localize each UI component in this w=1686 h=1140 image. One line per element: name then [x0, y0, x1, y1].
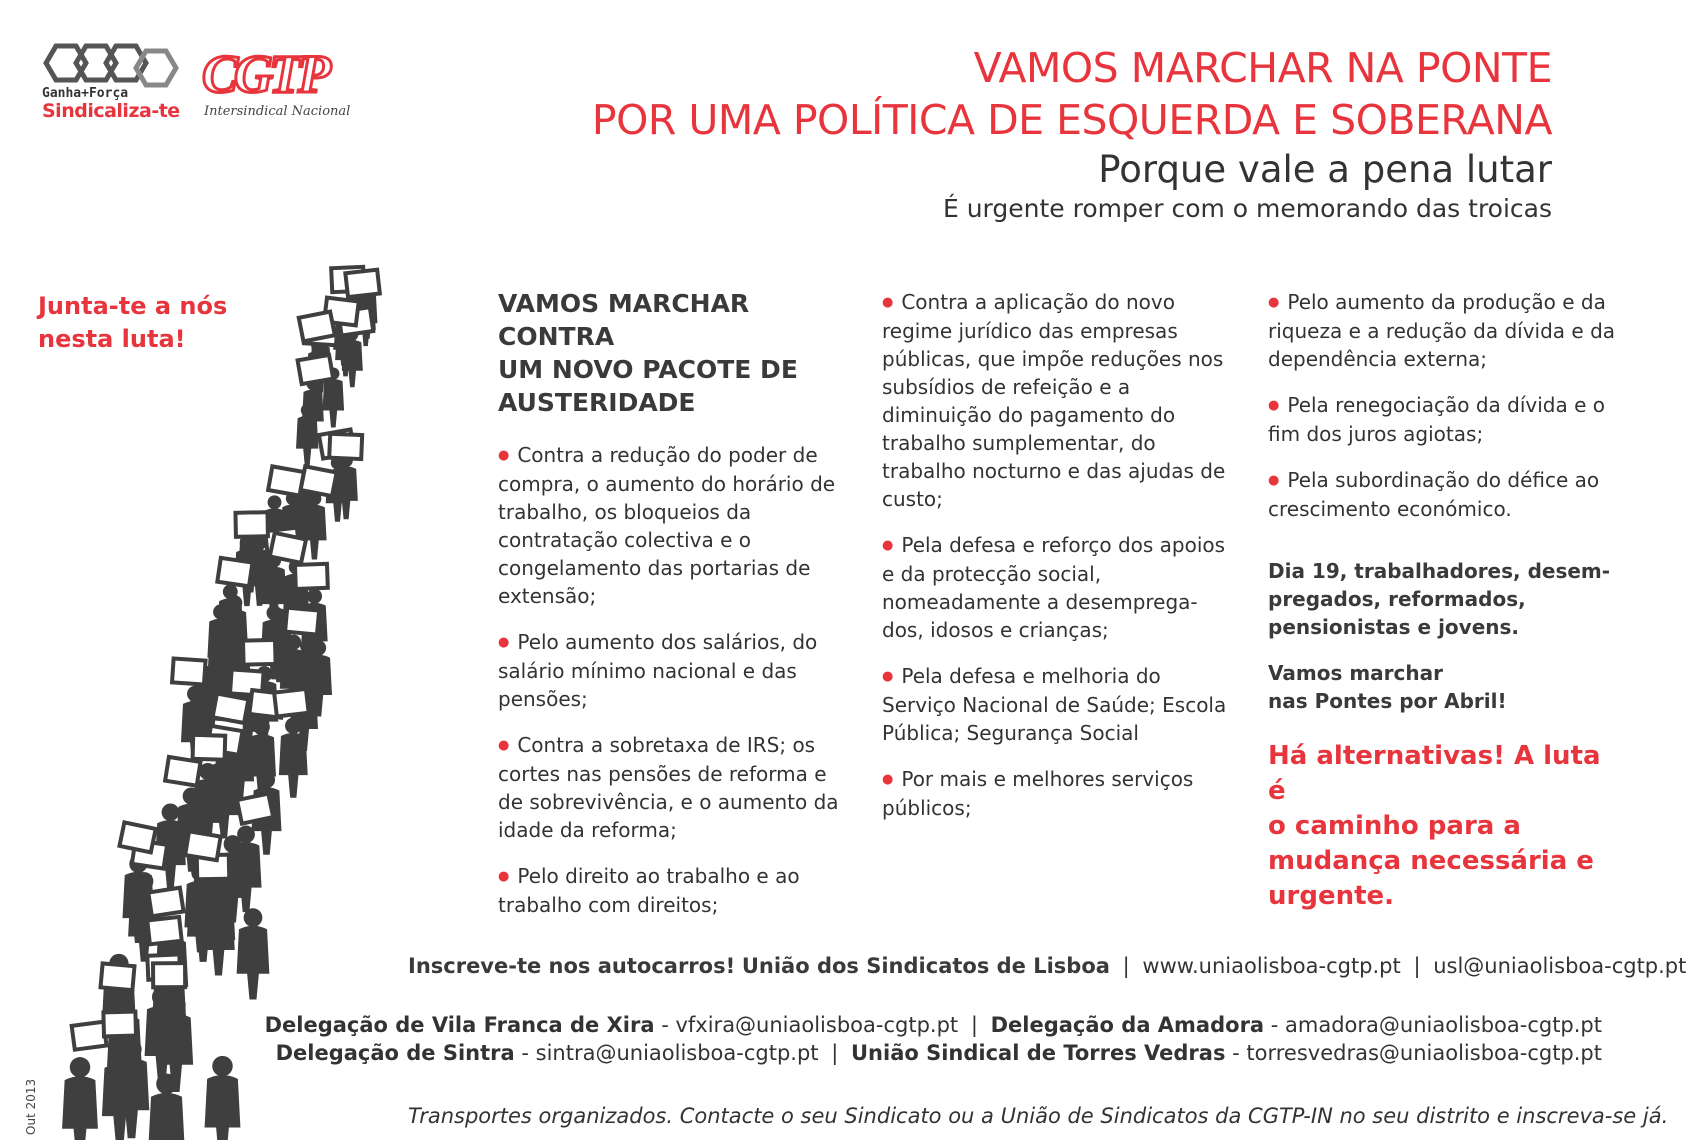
- headline-line-2: POR UMA POLÍTICA DE ESQUERDA E SOBERANA: [591, 96, 1552, 144]
- protest-sign: [295, 564, 328, 589]
- headline-block: [592, 42, 1552, 226]
- email-link[interactable]: usl@uniaolisboa-cgtp.pt: [1433, 954, 1686, 978]
- protest-sign: [165, 757, 200, 786]
- delegation-email[interactable]: - sintra@uniaolisboa-cgtp.pt: [521, 1041, 819, 1065]
- list-item: ● Pelo aumento da produção e da riqueza e a redução da dívida e da dependência externa;: [1268, 288, 1618, 373]
- protest-sign: [172, 658, 206, 684]
- crowd-person: [237, 908, 270, 999]
- protest-sign: [274, 689, 309, 717]
- slogan-line-4: urgente.: [1268, 881, 1395, 911]
- protest-sign: [72, 1022, 107, 1050]
- list-item: ● Pela defesa e reforço dos apoios e da protecção social, nomeadamente a desemprega-dos, idosos e crianças;: [882, 531, 1227, 644]
- title-line-1: VAMOS MARCHAR CONTRA: [498, 289, 750, 351]
- signup-cta: Inscreve-te nos autocarros!: [408, 954, 736, 978]
- march-bridges: [1268, 659, 1618, 715]
- cgtp-wordmark: CGTP: [202, 44, 327, 104]
- list-item: ● Por mais e melhores serviços públicos;: [882, 765, 1227, 822]
- slogan-line-3: mudança necessária e: [1268, 846, 1594, 876]
- delegation-email[interactable]: - amadora@uniaolisboa-cgtp.pt: [1270, 1013, 1602, 1037]
- march-bridges-line-1: Vamos marchar: [1268, 661, 1443, 685]
- print-date: Out 2013: [24, 1078, 38, 1135]
- list-item: ● Pela subordinação do défice ao crescimento económico.: [1268, 466, 1618, 523]
- protest-sign: [345, 270, 379, 297]
- union-name: União dos Sindicatos de Lisboa: [741, 954, 1110, 978]
- sindicaliza-te-text: Sindicaliza-te: [42, 100, 180, 122]
- protest-sign: [213, 694, 249, 723]
- crowd-person: [62, 1057, 98, 1140]
- protest-sign: [299, 312, 335, 342]
- delegations-row-1: Delegação de Vila Franca de Xira - vfxira@uniaolisboa-cgtp.pt | Delegação da Amadora - amadora@uniaolisboa-cgtp.pt: [264, 1013, 1602, 1037]
- signup-line: Inscreve-te nos autocarros! União dos Sindicatos de Lisboa | www.uniaolisboa-cgtp.pt | usl@uniaolisboa-cgtp.pt: [408, 954, 1686, 978]
- cgtp-logo: [202, 46, 372, 126]
- delegation-name: Delegação de Vila Franca de Xira: [264, 1013, 655, 1037]
- protest-sign: [148, 888, 183, 917]
- protest-sign: [243, 640, 276, 665]
- call-to-march: Dia 19, trabalhadores, desem-pregados, reformados, pensionistas e jovens.: [1268, 559, 1611, 639]
- protest-sign: [235, 512, 267, 537]
- delegations-block: [265, 1011, 1602, 1067]
- headline-line-1: VAMOS MARCHAR NA PONTE: [973, 44, 1552, 92]
- title-line-3: AUSTERIDADE: [498, 388, 696, 417]
- cgtp-subtitle: Intersindical Nacional: [204, 104, 351, 119]
- join-line-2: nesta luta!: [38, 325, 186, 353]
- ganha-forca-text: Ganha+Força: [42, 86, 129, 101]
- column-2: [882, 288, 1227, 840]
- hexagon-chain-icon: [38, 38, 188, 88]
- marching-crowd-illustration: [40, 262, 440, 1122]
- protest-sign: [147, 917, 181, 944]
- join-line-1: Junta-te a nós: [38, 292, 228, 320]
- protest-sign: [270, 533, 306, 563]
- delegation-name: Delegação da Amadora: [990, 1013, 1265, 1037]
- delegations-row-2: Delegação de Sintra - sintra@uniaolisboa-cgtp.pt | União Sindical de Torres Vedras - torresvedras@uniaolisboa-cgtp.pt: [275, 1041, 1602, 1065]
- list-item: ● Pela renegociação da dívida e o fim dos juros agiotas;: [1268, 391, 1618, 448]
- title-line-2: UM NOVO PACOTE DE: [498, 355, 798, 384]
- protest-sign: [285, 608, 319, 635]
- crowd-person: [205, 1056, 241, 1140]
- transport-note: Transportes organizados. Contacte o seu Sindicato ou a União de Sindicatos da CGTP-IN no seu distrito e inscreva-se já.: [408, 1104, 1669, 1128]
- delegation-name: União Sindical de Torres Vedras: [851, 1041, 1226, 1065]
- column-3: [1268, 288, 1618, 914]
- list-item: ● Pelo aumento dos salários, do salário mínimo nacional e das pensões;: [498, 628, 848, 713]
- protest-sign: [103, 1012, 136, 1037]
- column-1-title: [498, 287, 848, 419]
- protest-sign: [193, 735, 226, 760]
- list-item: ● Pelo direito ao trabalho e ao trabalho com direitos;: [498, 862, 848, 919]
- headline-subtitle: Porque vale a pena lutar: [1098, 148, 1552, 191]
- list-item: ● Contra a sobretaxa de IRS; os cortes nas pensões de reforma e de sobrevivência, e o aumento da idade da reforma;: [498, 731, 848, 844]
- protest-sign: [329, 434, 362, 459]
- ganha-forca-logo: [38, 38, 188, 128]
- protest-sign: [119, 822, 155, 852]
- protest-sign: [185, 831, 220, 860]
- list-item: ● Contra a redução do poder de compra, o aumento do horário de trabalho, os bloqueios da contratação colectiva e o congelamento das portarias de extensão;: [498, 441, 848, 610]
- protest-sign: [101, 963, 135, 990]
- list-item: ● Contra a aplicação do novo regime jurídico das empresas públicas, que impõe reduções nos subsídios de refeição e a diminuição do pagamento do trabalho sumplementar, do trabalho nocturno e das ajudas de custo;: [882, 288, 1227, 513]
- column-1: [498, 287, 848, 937]
- protest-sign: [237, 794, 273, 824]
- delegation-name: Delegação de Sintra: [275, 1041, 515, 1065]
- delegation-email[interactable]: - torresvedras@uniaolisboa-cgtp.pt: [1232, 1041, 1602, 1065]
- protest-sign: [298, 355, 334, 384]
- slogan-line-1: Há alternativas! A luta é: [1268, 741, 1601, 806]
- headline-tagline: É urgente romper com o memorando das troicas: [942, 194, 1552, 223]
- march-bridges-line-2: nas Pontes por Abril!: [1268, 689, 1507, 713]
- list-item: ● Pela defesa e melhoria do Serviço Nacional de Saúde; Escola Pública; Segurança Social: [882, 662, 1227, 747]
- website-link[interactable]: www.uniaolisboa-cgtp.pt: [1142, 954, 1401, 978]
- protest-sign: [301, 466, 337, 496]
- delegation-email[interactable]: - vfxira@uniaolisboa-cgtp.pt: [661, 1013, 959, 1037]
- protest-sign: [153, 963, 185, 987]
- slogan-line-2: o caminho para a: [1268, 811, 1521, 841]
- protest-sign: [217, 558, 252, 586]
- alternatives-slogan: [1268, 739, 1618, 914]
